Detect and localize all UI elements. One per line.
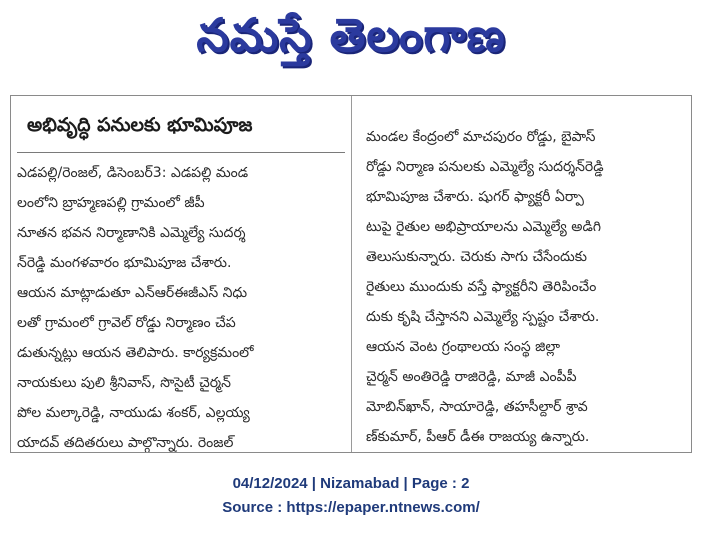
page-footer xyxy=(0,472,702,520)
text-line: యాదవ్ తదితరులు పాల్గొన్నారు. రెంజల్ xyxy=(17,435,234,451)
text-line: తెలుసుకున్నారు. చెరుకు సాగు చేసేందుకు xyxy=(366,249,587,265)
right-column-text xyxy=(366,122,684,452)
text-line: పోల మల్కారెడ్డి, నాయుడు శంకర్, ఎల్లయ్య xyxy=(17,405,250,421)
article-headline: అభివృద్ధి పనులకు భూమిపూజ xyxy=(27,114,253,136)
text-line: దుకు కృషి చేస్తానని ఎమ్మెల్యే స్పష్టం చేశారు. xyxy=(366,309,600,325)
text-line: చైర్మన్ అంతిరెడ్డి రాజిరెడ్డి, మాజీ ఎంపీపీ xyxy=(366,369,577,385)
source-link[interactable]: Source : https://epaper.ntnews.com/ xyxy=(222,499,480,516)
text-line: ఆయన మాట్లాడుతూ ఎన్‌ఆర్‌ఈజీఎస్ నిధు xyxy=(17,285,248,301)
text-line: ఎడపల్లి/రెంజల్, డిసెంబర్3: ఎడపల్లి మండ xyxy=(17,165,249,181)
masthead-title: నమస్తే తెలంగాణ xyxy=(196,8,506,62)
left-column-text xyxy=(17,158,345,452)
text-line: రైతులు ముందుకు వస్తే ఫ్యాక్టరీని తెరిపించేం xyxy=(366,279,597,295)
text-line: డుతున్నట్లు ఆయన తెలిపారు. కార్యక్రమంలో xyxy=(17,345,254,361)
headline-divider xyxy=(17,152,345,153)
text-line: భూమిపూజ చేశారు. షుగర్ ఫ్యాక్టరీ ఏర్పా xyxy=(366,189,584,205)
masthead-logo xyxy=(0,0,702,82)
text-line: నాయకులు పులి శ్రీనివాస్, సొసైటీ చైర్మన్ xyxy=(17,375,231,391)
text-line: మండల కేంద్రంలో మాచపురం రోడ్డు, బైపాస్ xyxy=(366,129,596,145)
text-line: టుపై రైతుల అభిప్రాయాలను ఎమ్మెల్యే అడిగి xyxy=(366,219,602,235)
text-line: న్‌రెడ్డి మంగళవారం భూమిపూజ చేశారు. xyxy=(17,255,232,271)
text-line: ఆయన వెంట గ్రంథాలయ సంస్థ జిల్లా xyxy=(366,339,561,355)
edition-info: 04/12/2024 | Nizamabad | Page : 2 xyxy=(232,475,470,492)
text-line: రోడ్డు నిర్మాణ పనులకు ఎమ్మెల్యే సుదర్శన్‌రెడ్డి xyxy=(366,159,604,175)
text-line: లతో గ్రామంలో గ్రావెల్ రోడ్డు నిర్మాణం చేప xyxy=(17,315,236,331)
text-line: మోబిన్‌ఖాన్, సాయారెడ్డి, తహసీల్దార్ శ్రావ xyxy=(366,399,588,415)
news-clipping xyxy=(10,95,692,453)
article-column-right xyxy=(352,96,691,452)
text-line: ణ్‌కుమార్, పీఆర్ డీఈ రాజయ్య ఉన్నారు. xyxy=(366,429,590,445)
text-line: నూతన భవన నిర్మాణానికి ఎమ్మెల్యే సుదర్శ xyxy=(17,225,246,241)
article-column-left xyxy=(11,96,352,452)
text-line: లంలోని బ్రాహ్మణపల్లి గ్రామంలో జీపీ xyxy=(17,195,205,211)
